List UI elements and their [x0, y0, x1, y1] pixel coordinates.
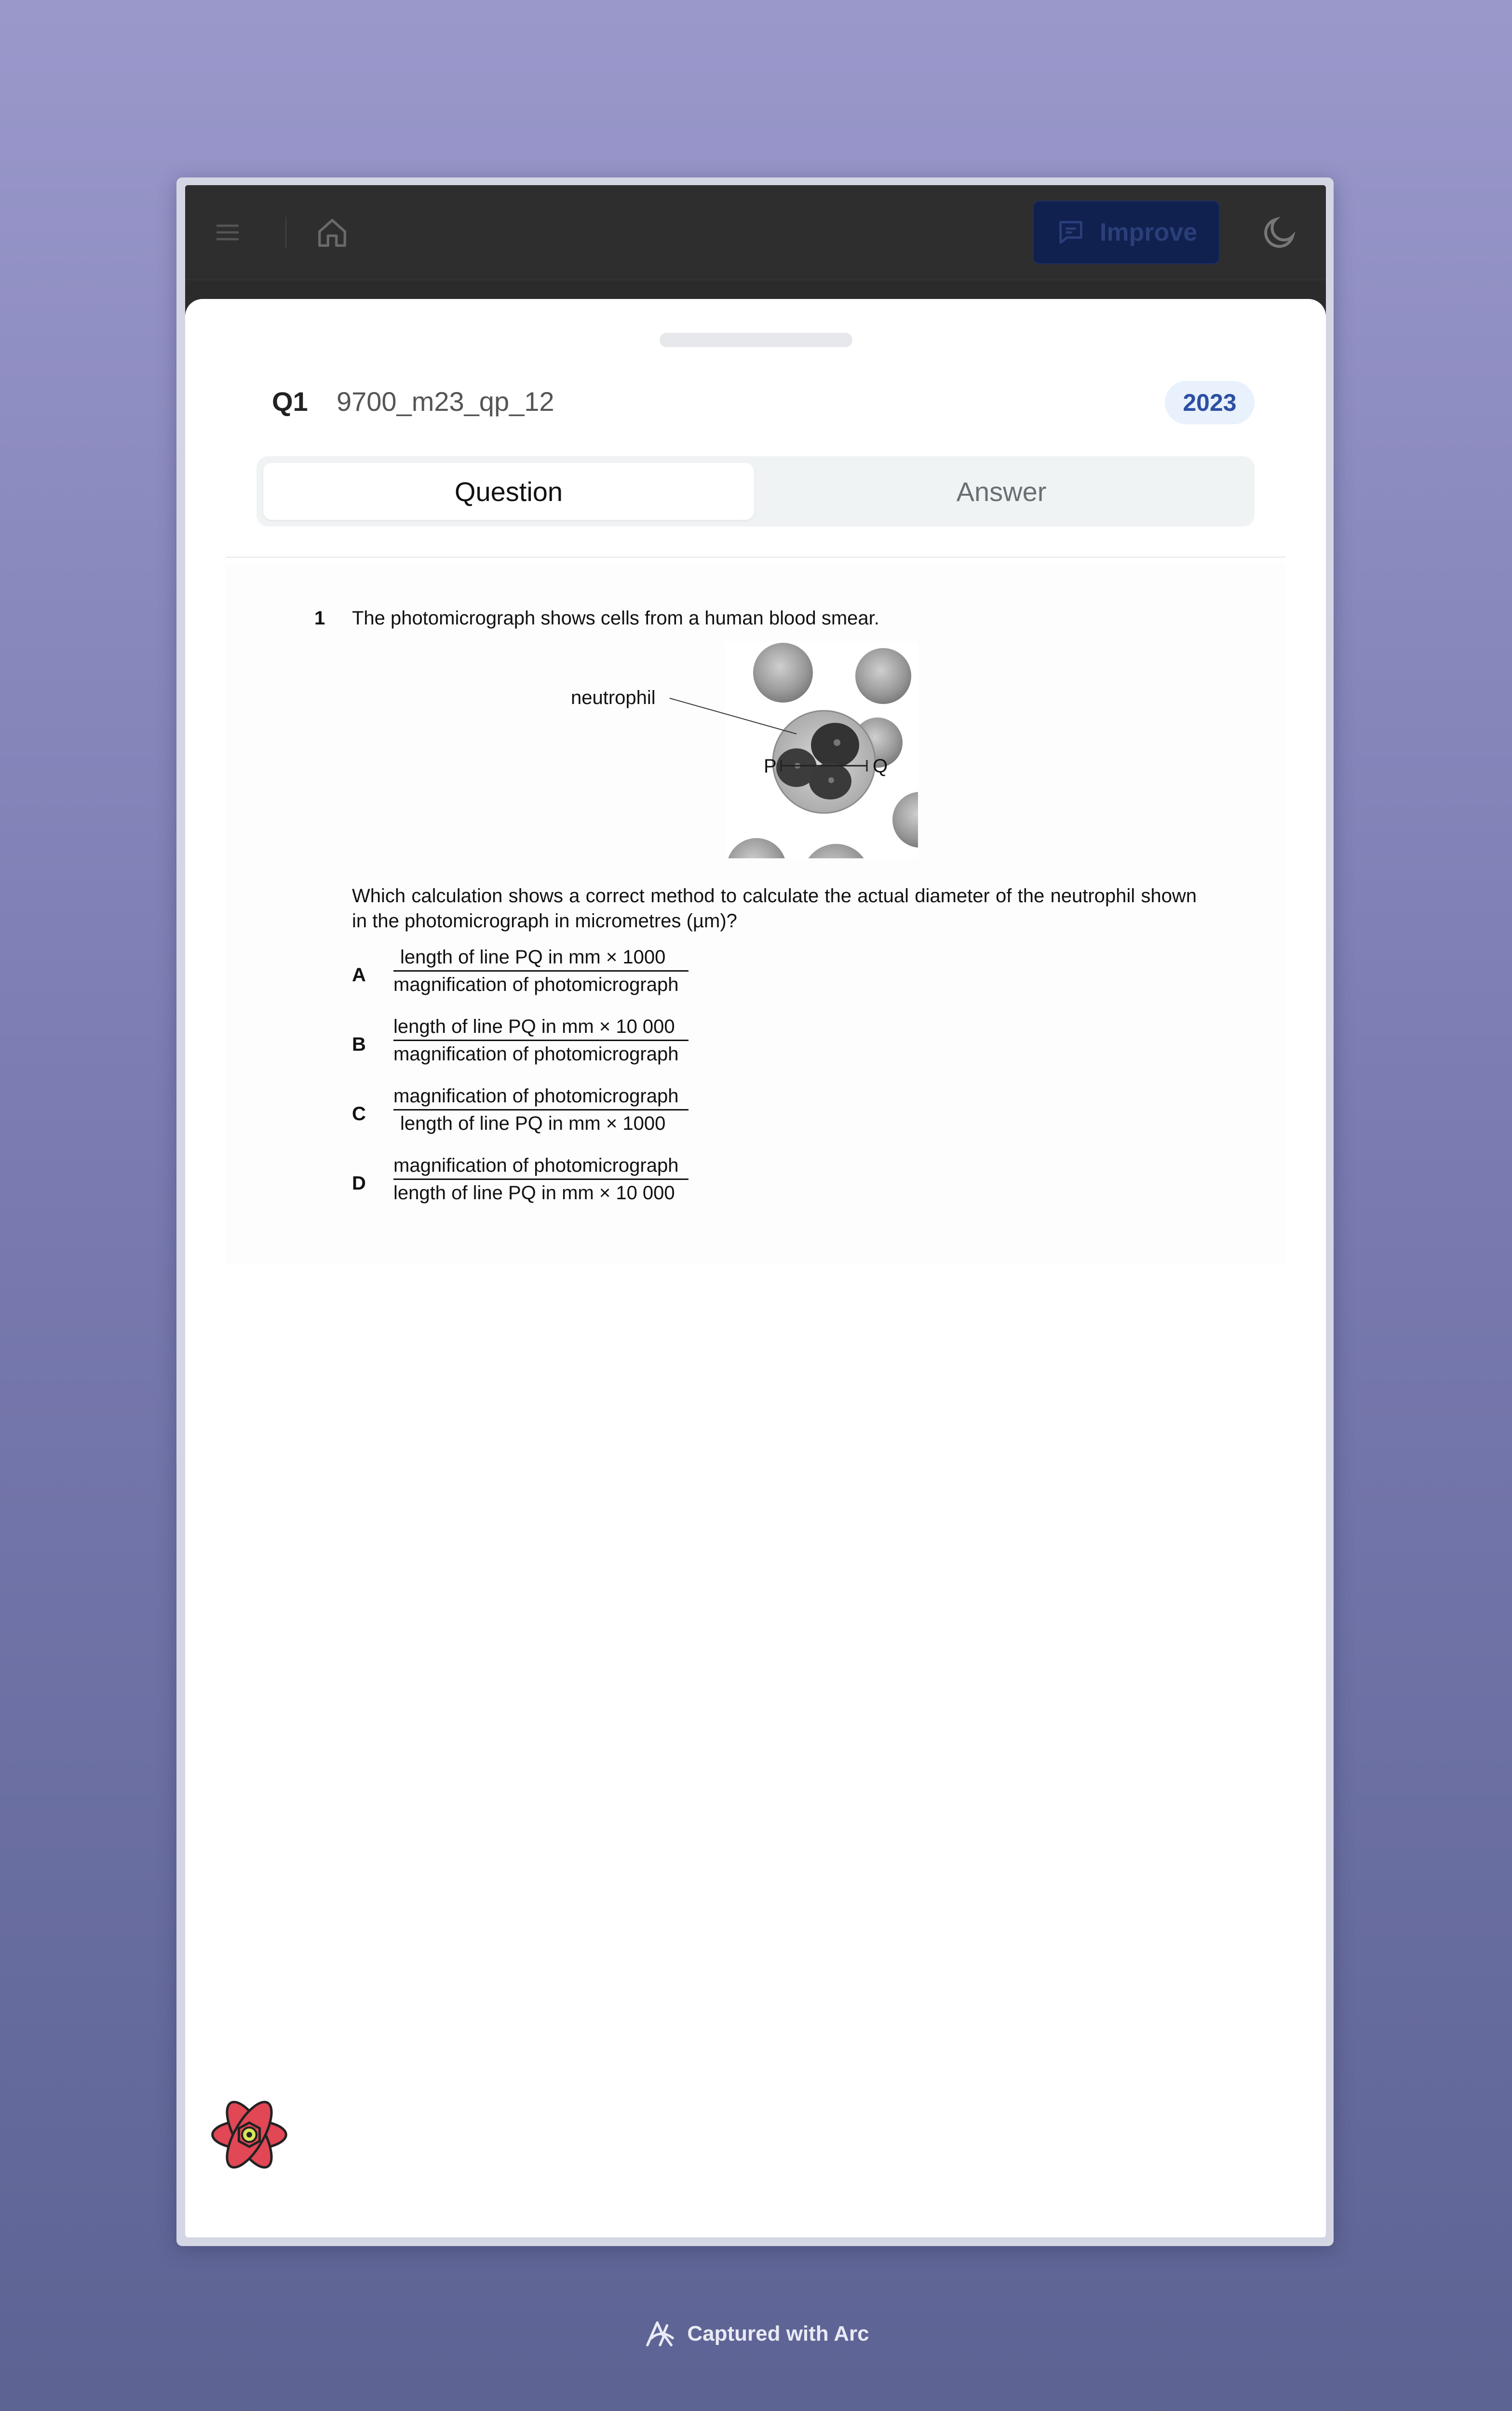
menu-icon[interactable]: [214, 219, 241, 246]
option-a-letter: A: [352, 964, 366, 986]
app-window: [185, 185, 1326, 2237]
option-a-numerator: length of line PQ in mm × 1000: [400, 947, 666, 968]
question-number: Q1: [272, 386, 308, 417]
divider: [226, 556, 1285, 558]
improve-button[interactable]: [1033, 201, 1220, 264]
question-sheet: [185, 299, 1326, 2237]
option-d[interactable]: [393, 1152, 692, 1206]
option-b-numerator: length of line PQ in mm × 10 000: [393, 1016, 675, 1037]
question-intro: The photomicrograph shows cells from a human blood smear.: [352, 608, 879, 629]
question-answer-tabs: [256, 456, 1255, 527]
neutrophil-label: neutrophil: [571, 687, 656, 708]
paper-code: 9700_m23_qp_12: [337, 386, 554, 417]
option-c-letter: C: [352, 1103, 366, 1124]
top-bar: [185, 185, 1326, 280]
paper-question-number: 1: [314, 608, 325, 629]
option-a-denominator: magnification of photomicrograph: [393, 974, 679, 995]
tab-answer[interactable]: Answer: [956, 476, 1047, 507]
improve-label: Improve: [1099, 218, 1198, 246]
atom-logo-icon[interactable]: [209, 2095, 289, 2175]
option-b-letter: B: [352, 1034, 366, 1055]
blood-smear-micrograph: [571, 641, 918, 868]
option-c-numerator: magnification of photomicrograph: [393, 1085, 679, 1107]
capture-footer: [0, 2315, 1512, 2353]
option-b[interactable]: [393, 1014, 692, 1067]
question-prompt: Which calculation shows a correct method to calculate the actual diameter of the neutrophil shown in the photomicrograph in micrometres (µm)?: [352, 885, 1197, 932]
label-p: P: [764, 756, 777, 777]
tab-question[interactable]: Question: [263, 463, 754, 520]
arc-logo-icon: [643, 2318, 677, 2349]
option-d-numerator: magnification of photomicrograph: [393, 1155, 679, 1176]
message-icon: [1055, 217, 1086, 248]
home-icon[interactable]: [315, 216, 349, 250]
capture-footer-text: Captured with Arc: [687, 2322, 869, 2345]
year-badge: 2023: [1165, 381, 1255, 424]
option-a[interactable]: [393, 944, 692, 998]
option-c[interactable]: [393, 1083, 692, 1137]
moon-icon[interactable]: [1260, 213, 1299, 252]
toolbar-separator: [285, 217, 286, 248]
option-b-denominator: magnification of photomicrograph: [393, 1043, 679, 1065]
option-d-letter: D: [352, 1173, 366, 1194]
drag-handle[interactable]: [660, 333, 852, 347]
label-q: Q: [873, 756, 888, 777]
option-c-denominator: length of line PQ in mm × 1000: [400, 1113, 666, 1134]
option-d-denominator: length of line PQ in mm × 10 000: [393, 1182, 675, 1204]
